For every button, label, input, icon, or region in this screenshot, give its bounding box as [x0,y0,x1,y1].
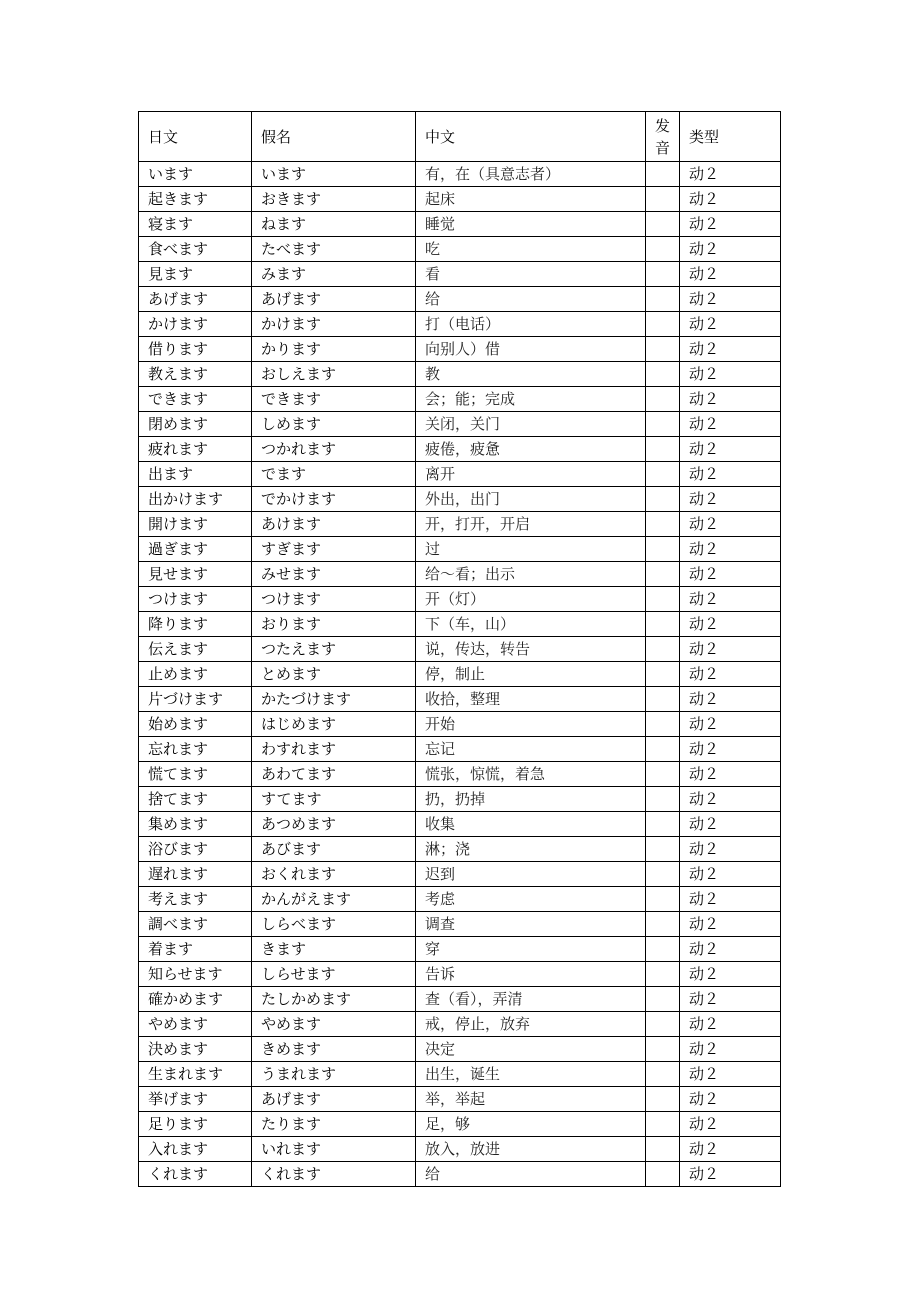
cell-chinese: 慌张，惊慌，着急 [416,762,646,787]
cell-kana: きめます [252,1037,416,1062]
cell-pronunciation [646,262,680,287]
cell-chinese: 举，举起 [416,1087,646,1112]
cell-pronunciation [646,287,680,312]
cell-japanese: 忘れます [139,737,252,762]
cell-type: 动２ [680,637,781,662]
cell-chinese: 下（车，山） [416,612,646,637]
cell-pronunciation [646,462,680,487]
cell-chinese: 外出，出门 [416,487,646,512]
cell-pronunciation [646,162,680,187]
cell-chinese: 收集 [416,812,646,837]
cell-pronunciation [646,1012,680,1037]
cell-type: 动２ [680,262,781,287]
table-row [139,1137,781,1162]
cell-type: 动２ [680,562,781,587]
cell-japanese: 出かけます [139,487,252,512]
cell-japanese: かけます [139,312,252,337]
cell-kana: とめます [252,662,416,687]
cell-pronunciation [646,762,680,787]
cell-type: 动２ [680,1062,781,1087]
cell-japanese: 捨てます [139,787,252,812]
cell-type: 动２ [680,1037,781,1062]
cell-pronunciation [646,1087,680,1112]
cell-kana: できます [252,387,416,412]
table-row [139,987,781,1012]
cell-pronunciation [646,212,680,237]
cell-type: 动２ [680,862,781,887]
header-pronunciation-line2: 音 [654,138,670,157]
cell-japanese: 知らせます [139,962,252,987]
cell-type: 动２ [680,762,781,787]
cell-kana: いれます [252,1137,416,1162]
cell-chinese: 戒，停止，放弃 [416,1012,646,1037]
cell-kana: あげます [252,287,416,312]
cell-japanese: 足ります [139,1112,252,1137]
cell-kana: みせます [252,562,416,587]
cell-kana: うまれます [252,1062,416,1087]
cell-chinese: 给～看；出示 [416,562,646,587]
cell-kana: やめます [252,1012,416,1037]
cell-pronunciation [646,337,680,362]
cell-chinese: 调查 [416,912,646,937]
table-row [139,587,781,612]
cell-chinese: 会；能；完成 [416,387,646,412]
cell-type: 动２ [680,1137,781,1162]
cell-pronunciation [646,887,680,912]
cell-pronunciation [646,937,680,962]
cell-type: 动２ [680,687,781,712]
cell-japanese: できます [139,387,252,412]
cell-pronunciation [646,587,680,612]
cell-pronunciation [646,712,680,737]
cell-pronunciation [646,312,680,337]
cell-japanese: 止めます [139,662,252,687]
table-row [139,387,781,412]
cell-pronunciation [646,612,680,637]
cell-japanese: 調べます [139,912,252,937]
header-japanese: 日文 [139,112,252,162]
table-row [139,237,781,262]
cell-japanese: 降ります [139,612,252,637]
cell-kana: しらべます [252,912,416,937]
cell-japanese: 伝えます [139,637,252,662]
cell-kana: おしえます [252,362,416,387]
table-row [139,1112,781,1137]
cell-pronunciation [646,912,680,937]
cell-japanese: 始めます [139,712,252,737]
cell-japanese: くれます [139,1162,252,1187]
cell-chinese: 停，制止 [416,662,646,687]
header-chinese: 中文 [416,112,646,162]
cell-pronunciation [646,512,680,537]
cell-kana: はじめます [252,712,416,737]
header-row [139,112,781,162]
cell-chinese: 过 [416,537,646,562]
table-row [139,912,781,937]
cell-pronunciation [646,787,680,812]
cell-japanese: 出ます [139,462,252,487]
cell-type: 动２ [680,662,781,687]
cell-kana: きます [252,937,416,962]
cell-type: 动２ [680,512,781,537]
cell-japanese: 教えます [139,362,252,387]
cell-type: 动２ [680,937,781,962]
cell-kana: すぎます [252,537,416,562]
table-row [139,162,781,187]
table-row [139,887,781,912]
table-row [139,837,781,862]
cell-japanese: 借ります [139,337,252,362]
cell-pronunciation [646,1062,680,1087]
cell-kana: あわてます [252,762,416,787]
table-row [139,412,781,437]
cell-chinese: 说，传达，转告 [416,637,646,662]
cell-kana: あけます [252,512,416,537]
cell-type: 动２ [680,437,781,462]
table-row [139,737,781,762]
cell-kana: おくれます [252,862,416,887]
cell-kana: かんがえます [252,887,416,912]
header-pronunciation [646,112,680,162]
cell-pronunciation [646,437,680,462]
cell-pronunciation [646,987,680,1012]
cell-pronunciation [646,387,680,412]
cell-kana: あつめます [252,812,416,837]
cell-chinese: 关闭，关门 [416,412,646,437]
cell-japanese: 確かめます [139,987,252,1012]
cell-chinese: 起床 [416,187,646,212]
cell-type: 动２ [680,487,781,512]
cell-chinese: 疲倦，疲惫 [416,437,646,462]
table-row [139,337,781,362]
table-row [139,187,781,212]
cell-pronunciation [646,562,680,587]
cell-pronunciation [646,637,680,662]
table-row [139,512,781,537]
cell-type: 动２ [680,337,781,362]
table-row [139,562,781,587]
cell-kana: たべます [252,237,416,262]
table-row [139,662,781,687]
cell-pronunciation [646,487,680,512]
cell-chinese: 给 [416,287,646,312]
cell-japanese: 閉めます [139,412,252,437]
cell-kana: あびます [252,837,416,862]
cell-chinese: 吃 [416,237,646,262]
cell-kana: おきます [252,187,416,212]
table-row [139,1012,781,1037]
cell-type: 动２ [680,737,781,762]
cell-type: 动２ [680,462,781,487]
cell-kana: あげます [252,1087,416,1112]
cell-kana: かたづけます [252,687,416,712]
header-pronunciation-line1: 发 [654,116,670,135]
table-row [139,687,781,712]
table-row [139,712,781,737]
cell-chinese: 淋；浇 [416,837,646,862]
cell-type: 动２ [680,912,781,937]
cell-chinese: 告诉 [416,962,646,987]
table-row [139,537,781,562]
vocabulary-table [138,111,781,1187]
cell-japanese: 片づけます [139,687,252,712]
cell-type: 动２ [680,812,781,837]
cell-pronunciation [646,662,680,687]
cell-pronunciation [646,537,680,562]
cell-chinese: 忘记 [416,737,646,762]
cell-type: 动２ [680,412,781,437]
cell-pronunciation [646,862,680,887]
cell-japanese: やめます [139,1012,252,1037]
cell-japanese: 見ます [139,262,252,287]
table-row [139,487,781,512]
cell-chinese: 足，够 [416,1112,646,1137]
cell-chinese: 考虑 [416,887,646,912]
cell-chinese: 决定 [416,1037,646,1062]
cell-type: 动２ [680,312,781,337]
cell-kana: ねます [252,212,416,237]
table-row [139,1162,781,1187]
cell-japanese: います [139,162,252,187]
table-row [139,637,781,662]
table-row [139,312,781,337]
cell-pronunciation [646,962,680,987]
cell-type: 动２ [680,537,781,562]
table-row [139,1087,781,1112]
cell-type: 动２ [680,787,781,812]
cell-type: 动２ [680,287,781,312]
cell-kana: しらせます [252,962,416,987]
cell-kana: おります [252,612,416,637]
cell-type: 动２ [680,1112,781,1137]
cell-chinese: 有，在（具意志者） [416,162,646,187]
cell-kana: います [252,162,416,187]
cell-type: 动２ [680,187,781,212]
table-row [139,862,781,887]
table-row [139,262,781,287]
cell-japanese: 過ぎます [139,537,252,562]
cell-kana: でかけます [252,487,416,512]
cell-japanese: 浴びます [139,837,252,862]
cell-japanese: 入れます [139,1137,252,1162]
table-row [139,1037,781,1062]
cell-type: 动２ [680,712,781,737]
cell-kana: かけます [252,312,416,337]
cell-japanese: 決めます [139,1037,252,1062]
cell-japanese: 遅れます [139,862,252,887]
cell-pronunciation [646,412,680,437]
table-body [139,162,781,1187]
header-type: 类型 [680,112,781,162]
cell-japanese: つけます [139,587,252,612]
cell-kana: くれます [252,1162,416,1187]
cell-japanese: 疲れます [139,437,252,462]
table-row [139,1062,781,1087]
cell-type: 动２ [680,1012,781,1037]
cell-type: 动２ [680,237,781,262]
cell-pronunciation [646,1112,680,1137]
cell-chinese: 开（灯） [416,587,646,612]
cell-pronunciation [646,837,680,862]
header-kana: 假名 [252,112,416,162]
cell-chinese: 离开 [416,462,646,487]
table-row [139,462,781,487]
table-row [139,812,781,837]
cell-japanese: 考えます [139,887,252,912]
cell-chinese: 放入，放进 [416,1137,646,1162]
cell-chinese: 查（看），弄清 [416,987,646,1012]
cell-chinese: 穿 [416,937,646,962]
cell-kana: つけます [252,587,416,612]
cell-chinese: 教 [416,362,646,387]
cell-chinese: 给 [416,1162,646,1187]
cell-kana: つたえます [252,637,416,662]
cell-chinese: 向别人）借 [416,337,646,362]
cell-kana: かります [252,337,416,362]
cell-pronunciation [646,187,680,212]
cell-kana: たしかめます [252,987,416,1012]
cell-kana: わすれます [252,737,416,762]
cell-kana: たります [252,1112,416,1137]
cell-japanese: 集めます [139,812,252,837]
table-row [139,362,781,387]
cell-type: 动２ [680,987,781,1012]
cell-kana: つかれます [252,437,416,462]
cell-pronunciation [646,1137,680,1162]
cell-japanese: 見せます [139,562,252,587]
cell-type: 动２ [680,1087,781,1112]
cell-pronunciation [646,737,680,762]
cell-chinese: 看 [416,262,646,287]
cell-chinese: 出生，诞生 [416,1062,646,1087]
cell-type: 动２ [680,362,781,387]
cell-japanese: 生まれます [139,1062,252,1087]
cell-pronunciation [646,362,680,387]
cell-type: 动２ [680,1162,781,1187]
table-row [139,937,781,962]
cell-type: 动２ [680,387,781,412]
cell-japanese: あげます [139,287,252,312]
cell-type: 动２ [680,212,781,237]
cell-type: 动２ [680,962,781,987]
table-row [139,762,781,787]
cell-chinese: 迟到 [416,862,646,887]
cell-chinese: 收拾，整理 [416,687,646,712]
cell-japanese: 開けます [139,512,252,537]
cell-pronunciation [646,1037,680,1062]
cell-pronunciation [646,687,680,712]
cell-pronunciation [646,812,680,837]
cell-type: 动２ [680,612,781,637]
table-row [139,437,781,462]
cell-japanese: 挙げます [139,1087,252,1112]
cell-japanese: 寝ます [139,212,252,237]
table-row [139,612,781,637]
table-row [139,787,781,812]
cell-chinese: 开始 [416,712,646,737]
cell-japanese: 食べます [139,237,252,262]
cell-type: 动２ [680,162,781,187]
cell-chinese: 打（电话） [416,312,646,337]
cell-pronunciation [646,1162,680,1187]
cell-kana: でます [252,462,416,487]
cell-japanese: 慌てます [139,762,252,787]
cell-japanese: 着ます [139,937,252,962]
cell-kana: すてます [252,787,416,812]
cell-kana: みます [252,262,416,287]
cell-pronunciation [646,237,680,262]
cell-chinese: 扔，扔掉 [416,787,646,812]
table-row [139,962,781,987]
cell-kana: しめます [252,412,416,437]
cell-japanese: 起きます [139,187,252,212]
cell-type: 动２ [680,587,781,612]
table-row [139,212,781,237]
cell-type: 动２ [680,837,781,862]
cell-chinese: 开，打开，开启 [416,512,646,537]
table-row [139,287,781,312]
cell-chinese: 睡觉 [416,212,646,237]
cell-type: 动２ [680,887,781,912]
